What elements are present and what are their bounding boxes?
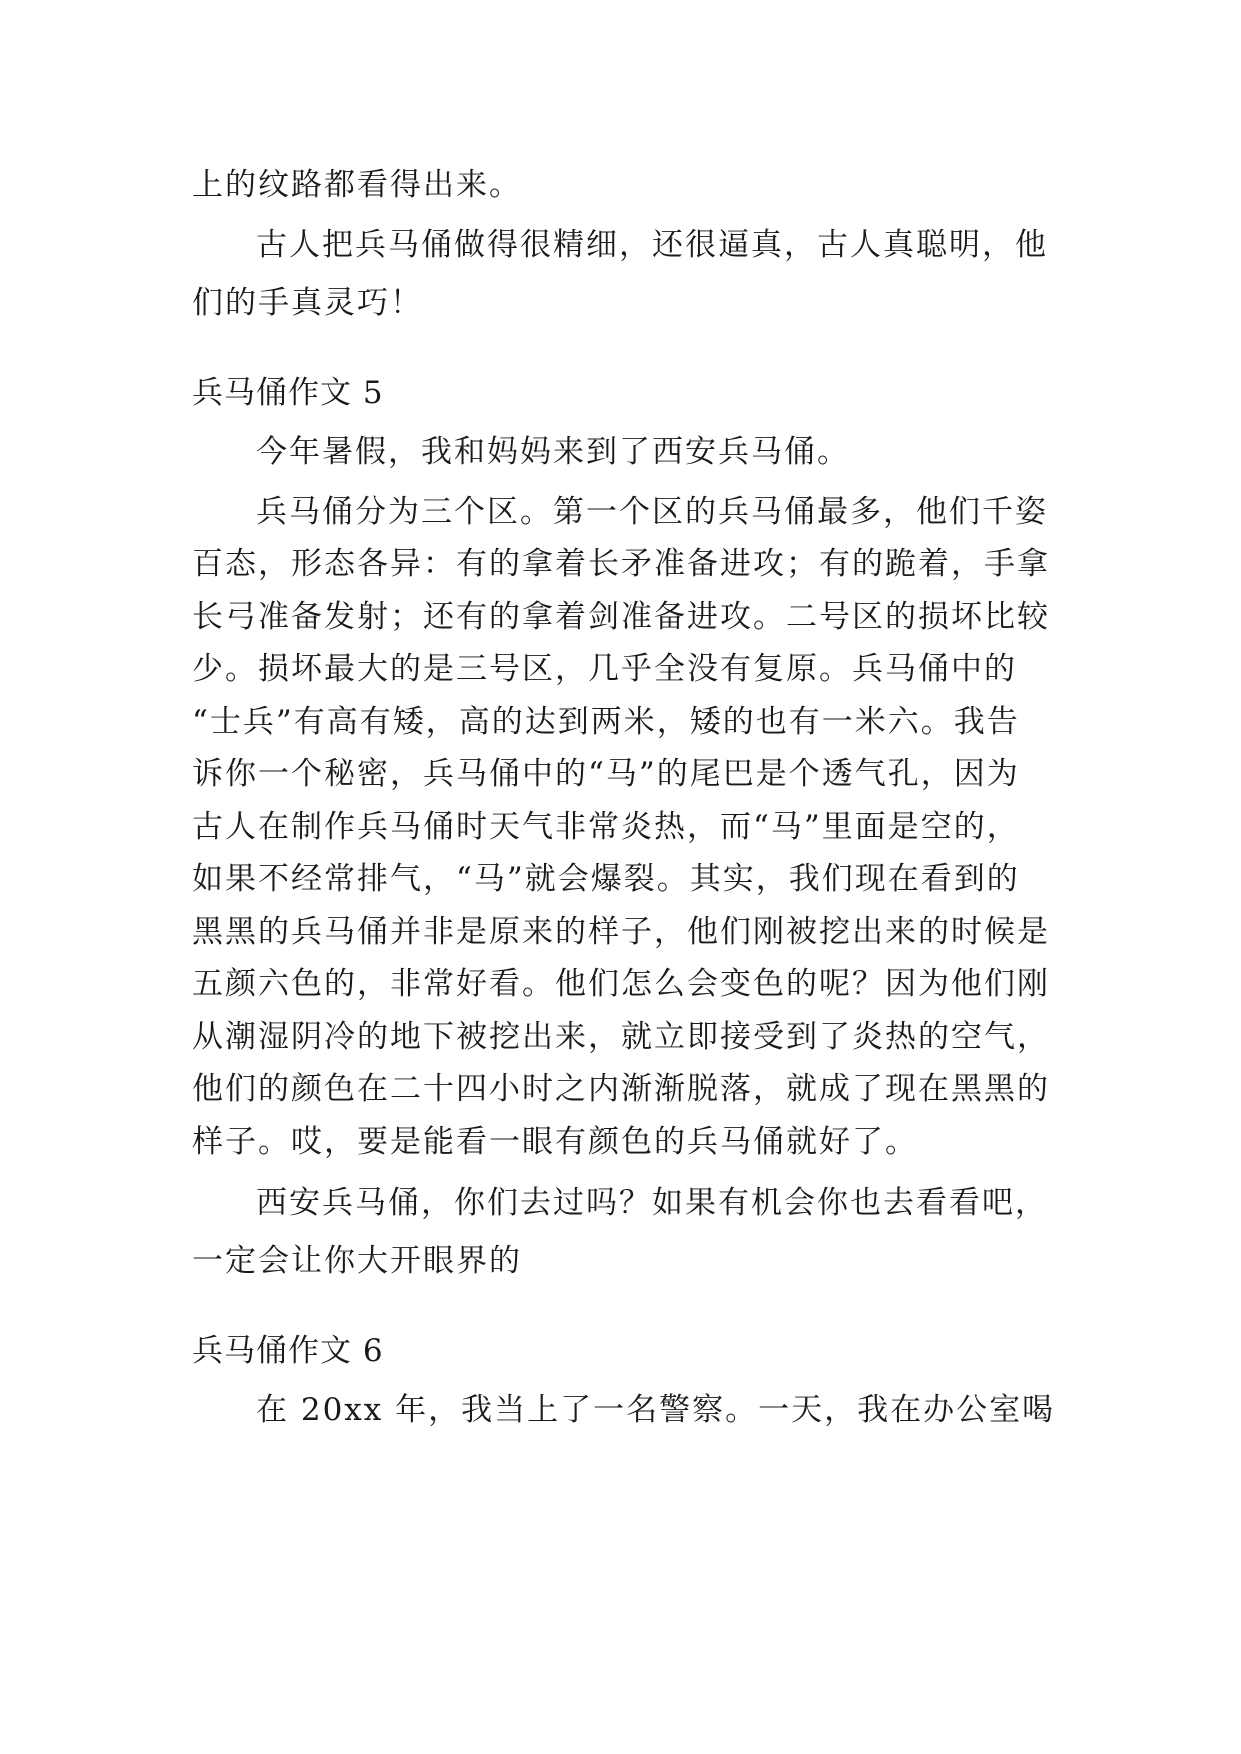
paragraph-line: 百态，形态各异：有的拿着长矛准备进攻；有的跪着，手拿 <box>192 546 1050 582</box>
paragraph-line: 从潮湿阴冷的地下被挖出来，就立即接受到了炎热的空气， <box>192 1019 1050 1055</box>
paragraph-line: 在 20xx 年，我当上了一名警察。一天，我在办公室喝 <box>256 1392 1056 1428</box>
paragraph-line: 上的纹路都看得出来。 <box>192 167 522 203</box>
paragraph-line: 少。损坏最大的是三号区，几乎全没有复原。兵马俑中的 <box>192 651 1017 687</box>
paragraph-line: 今年暑假，我和妈妈来到了西安兵马俑。 <box>256 434 850 470</box>
paragraph-line: 们的手真灵巧！ <box>192 285 423 321</box>
paragraph-line: 诉你一个秘密，兵马俑中的“马”的尾巴是个透气孔，因为 <box>192 756 1020 792</box>
paragraph-line: 长弓准备发射；还有的拿着剑准备进攻。二号区的损坏比较 <box>192 599 1050 635</box>
paragraph-line: 五颜六色的，非常好看。他们怎么会变色的呢？因为他们刚 <box>192 966 1050 1002</box>
paragraph-line: 如果不经常排气，“马”就会爆裂。其实，我们现在看到的 <box>192 861 1020 897</box>
paragraph-line: 兵马俑分为三个区。第一个区的兵马俑最多，他们千姿 <box>256 494 1048 530</box>
paragraph-line: 样子。哎，要是能看一眼有颜色的兵马俑就好了。 <box>192 1124 918 1160</box>
paragraph-line: 黑黑的兵马俑并非是原来的样子，他们刚被挖出来的时候是 <box>192 914 1050 950</box>
paragraph-line: 古人把兵马俑做得很精细，还很逼真，古人真聪明，他 <box>256 227 1048 263</box>
paragraph-line: 他们的颜色在二十四小时之内渐渐脱落，就成了现在黑黑的 <box>192 1071 1050 1107</box>
paragraph-line: 一定会让你大开眼界的 <box>192 1243 522 1279</box>
paragraph-line: “士兵”有高有矮，高的达到两米，矮的也有一米六。我告 <box>192 704 1020 740</box>
paragraph-line: 西安兵马俑，你们去过吗？如果有机会你也去看看吧， <box>256 1185 1048 1221</box>
section-heading: 兵马俑作文 5 <box>192 375 384 411</box>
paragraph-line: 古人在制作兵马俑时天气非常炎热，而“马”里面是空的， <box>192 809 1020 845</box>
section-heading: 兵马俑作文 6 <box>192 1333 384 1369</box>
